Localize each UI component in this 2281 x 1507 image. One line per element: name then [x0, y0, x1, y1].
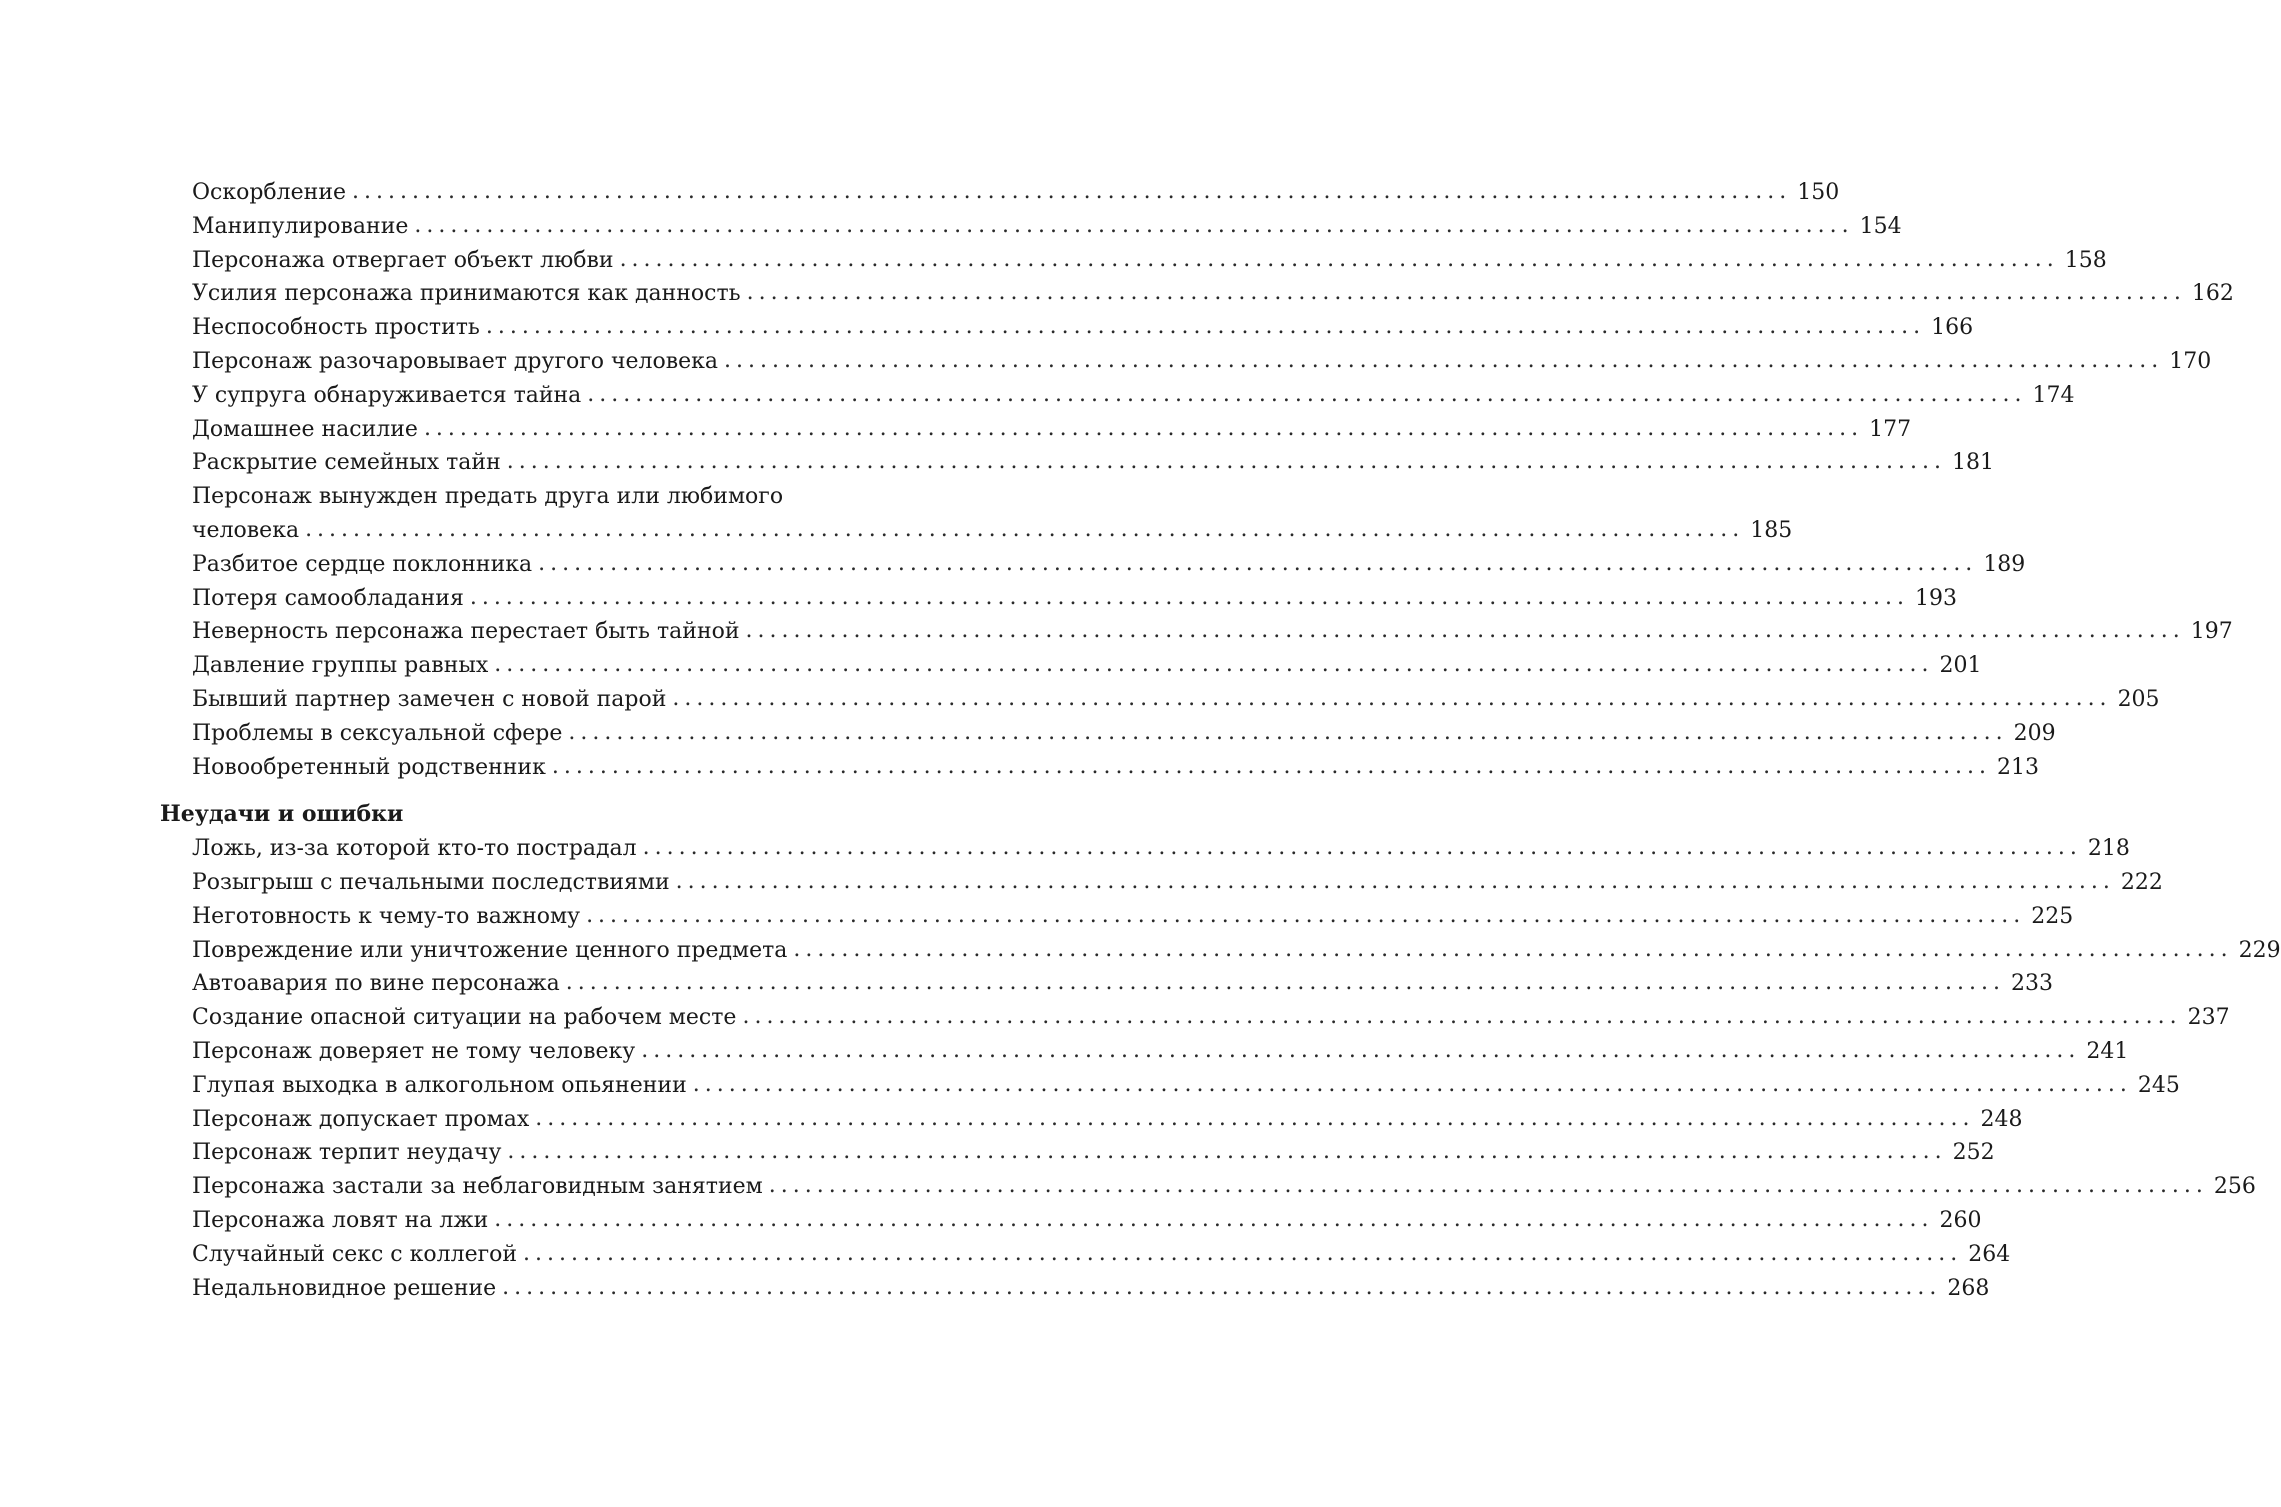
- dot-leader: ........................................................................................................................: [305, 516, 1745, 542]
- toc-entry: [192, 413, 1912, 447]
- toc-entry-title: Давление группы равных: [192, 653, 489, 679]
- dot-leader: ........................................................................................................................: [568, 719, 2008, 745]
- toc-entry: [192, 1204, 1982, 1238]
- toc-entry-title: Персонажа застали за неблаговидным занятием: [192, 1174, 763, 1200]
- dot-leader: ........................................................................................................................: [586, 902, 2026, 928]
- toc-entry-title: Персонаж доверяет не тому человеку: [192, 1038, 636, 1064]
- dot-leader: ........................................................................................................................: [692, 1071, 2132, 1097]
- toc-entry: [192, 967, 2053, 1001]
- dot-leader: ........................................................................................................................: [675, 868, 2115, 894]
- toc-entry-page: 241: [2086, 1038, 2129, 1064]
- toc-entry-page: 170: [2169, 348, 2212, 374]
- toc-entry-page: 237: [2187, 1005, 2230, 1031]
- toc-entry: [192, 615, 2233, 649]
- toc-entry: [192, 751, 2040, 785]
- toc-entry: [192, 1001, 2230, 1035]
- dot-leader: ........................................................................................................................: [672, 685, 2112, 711]
- toc-entry-title: Автоавария по вине персонажа: [192, 971, 560, 997]
- toc-entry: [192, 1238, 2011, 1272]
- dot-leader: ........................................................................................................................: [523, 1240, 1963, 1266]
- toc-entry: [192, 379, 2075, 413]
- toc-entry-page: 218: [2087, 836, 2130, 862]
- dot-leader: ........................................................................................................................: [507, 1139, 1947, 1165]
- toc-entry-title: Новообретенный родственник: [192, 754, 546, 780]
- dot-leader: ........................................................................................................................: [535, 1105, 1975, 1131]
- toc-entry: [192, 548, 2026, 582]
- toc-entry: [192, 514, 1793, 548]
- toc-entry: [192, 832, 2130, 866]
- toc-entry: [192, 277, 2234, 311]
- toc-entry-page: 233: [2010, 971, 2053, 997]
- toc-entry-page: 158: [2064, 247, 2107, 273]
- toc-entry-title: Манипулирование: [192, 213, 409, 239]
- toc-entry-title: Персонажа отвергает объект любви: [192, 247, 614, 273]
- toc-entry-title: Недальновидное решение: [192, 1275, 497, 1301]
- toc-entry-page: 248: [1980, 1106, 2023, 1132]
- toc-entry-page: 174: [2032, 382, 2075, 408]
- toc-entry-title: Повреждение или уничтожение ценного предмета: [192, 937, 788, 963]
- toc-entry: [192, 1069, 2180, 1103]
- dot-leader: ........................................................................................................................: [502, 1274, 1942, 1300]
- toc-entry-page: 205: [2117, 686, 2160, 712]
- toc-entry-title: У супруга обнаруживается тайна: [192, 382, 582, 408]
- dot-leader: ........................................................................................................................: [745, 618, 2185, 644]
- toc-entry-title: Персонаж допускает промах: [192, 1106, 530, 1132]
- toc-entry-title: Оскорбление: [192, 180, 347, 205]
- toc-entry-page: 150: [1797, 180, 1840, 205]
- dot-leader: ........................................................................................................................: [768, 1173, 2208, 1199]
- toc-entry-page: 177: [1869, 416, 1912, 442]
- toc-entry-page: 213: [1997, 754, 2040, 780]
- toc-entry: [192, 866, 2163, 900]
- dot-leader: ........................................................................................................................: [619, 246, 2059, 272]
- dot-leader: ........................................................................................................................: [506, 449, 1946, 475]
- dot-leader: ........................................................................................................................: [793, 936, 2233, 962]
- dot-leader: ........................................................................................................................: [565, 970, 2005, 996]
- toc-entry-title: Усилия персонажа принимаются как данность: [192, 281, 741, 307]
- toc-entry-page: 197: [2190, 619, 2233, 645]
- toc-entry: [192, 1170, 2256, 1204]
- toc-entry: [192, 900, 2074, 934]
- toc-entry-title: Розыгрыш с печальными последствиями: [192, 869, 670, 895]
- toc-entry: [192, 683, 2160, 717]
- toc-entry-page: 268: [1947, 1275, 1990, 1301]
- toc-entry: [192, 210, 1902, 244]
- dot-leader: ........................................................................................................................: [485, 314, 1926, 340]
- toc-entry-page: 225: [2031, 903, 2074, 929]
- toc-entry: [192, 649, 1982, 683]
- dot-leader: ........................................................................................................................: [724, 347, 2164, 373]
- dot-leader: ........................................................................................................................: [551, 753, 1992, 779]
- dot-leader: ........................................................................................................................: [414, 212, 1854, 238]
- section-heading: Неудачи и ошибки: [160, 801, 404, 828]
- toc-entry-page: 229: [2238, 937, 2281, 963]
- toc-entry: [192, 934, 2281, 968]
- toc-entry: [192, 345, 2212, 379]
- dot-leader: ........................................................................................................................: [538, 550, 1978, 576]
- dot-leader: ........................................................................................................................: [469, 584, 1910, 610]
- toc-entry: [192, 1136, 1995, 1170]
- toc-entry-page: 256: [2213, 1174, 2256, 1200]
- toc-entry-title: Неспособность простить: [192, 315, 480, 341]
- toc-entry-title: Неготовность к чему-то важному: [192, 903, 581, 929]
- toc-entry-title: Потеря самообладания: [192, 585, 464, 611]
- dot-leader: ........................................................................................................................: [746, 280, 2186, 306]
- toc-entry-page: 185: [1750, 517, 1793, 543]
- toc-entry-title: Персонажа ловят на лжи: [192, 1207, 489, 1233]
- dot-leader: ........................................................................................................................: [641, 1037, 2081, 1063]
- toc-entry-page: 222: [2120, 869, 2163, 895]
- toc-entry-page: 166: [1931, 315, 1974, 341]
- toc-entry-title: Домашнее насилие: [192, 416, 418, 442]
- toc-entry-title: Ложь, из-за которой кто-то пострадал: [192, 836, 637, 862]
- toc-entry: [192, 1272, 1990, 1306]
- toc-entry-page: 245: [2137, 1072, 2180, 1098]
- toc-entry: [192, 176, 1840, 210]
- dot-leader: ........................................................................................................................: [742, 1004, 2182, 1030]
- dot-leader: ........................................................................................................................: [423, 415, 1864, 441]
- toc-entry-title: Случайный секс с коллегой: [192, 1241, 518, 1267]
- toc-entry-page: 189: [1983, 551, 2026, 577]
- toc-entry-title-line1: Персонаж вынужден предать друга или любимого: [192, 484, 784, 510]
- toc-entry-page: 260: [1939, 1207, 1982, 1233]
- toc-entry-title: Разбитое сердце поклонника: [192, 551, 533, 577]
- dot-leader: ........................................................................................................................: [587, 381, 2027, 407]
- toc-entry-title: Персонаж терпит неудачу: [192, 1140, 502, 1166]
- toc-entry-page: 209: [2013, 720, 2056, 746]
- toc-entry-page: 181: [1951, 450, 1994, 476]
- toc-entry-title: Раскрытие семейных тайн: [192, 450, 501, 476]
- dot-leader: ........................................................................................................................: [494, 1206, 1934, 1232]
- dot-leader: ........................................................................................................................: [352, 179, 1792, 204]
- toc-entry: [192, 582, 1958, 616]
- toc-entry-title: Создание опасной ситуации на рабочем месте: [192, 1005, 737, 1031]
- toc-entry-title-line2: человека: [192, 517, 300, 543]
- table-of-contents: [0, 176, 2281, 1305]
- toc-entry-page: 162: [2191, 281, 2234, 307]
- toc-entry-title: Проблемы в сексуальной сфере: [192, 720, 563, 746]
- toc-entry-page: 201: [1939, 653, 1982, 679]
- toc-entry-title: Бывший партнер замечен с новой парой: [192, 686, 667, 712]
- dot-leader: ........................................................................................................................: [642, 835, 2082, 861]
- toc-entry-page: 252: [1952, 1140, 1995, 1166]
- toc-entry-page: 264: [1968, 1241, 2011, 1267]
- toc-entry-page: 154: [1859, 213, 1902, 239]
- toc-entry: [192, 311, 1974, 345]
- toc-entry: [192, 446, 1994, 480]
- toc-entry-title: Неверность персонажа перестает быть тайной: [192, 619, 740, 645]
- toc-entry-title: Глупая выходка в алкогольном опьянении: [192, 1072, 687, 1098]
- toc-entry-page: 193: [1915, 585, 1958, 611]
- toc-entry: [192, 1103, 2023, 1137]
- toc-entry: [192, 1035, 2129, 1069]
- toc-entry-title: Персонаж разочаровывает другого человека: [192, 348, 719, 374]
- toc-entry: [192, 244, 2107, 278]
- toc-entry: [192, 717, 2056, 751]
- dot-leader: ........................................................................................................................: [494, 652, 1934, 678]
